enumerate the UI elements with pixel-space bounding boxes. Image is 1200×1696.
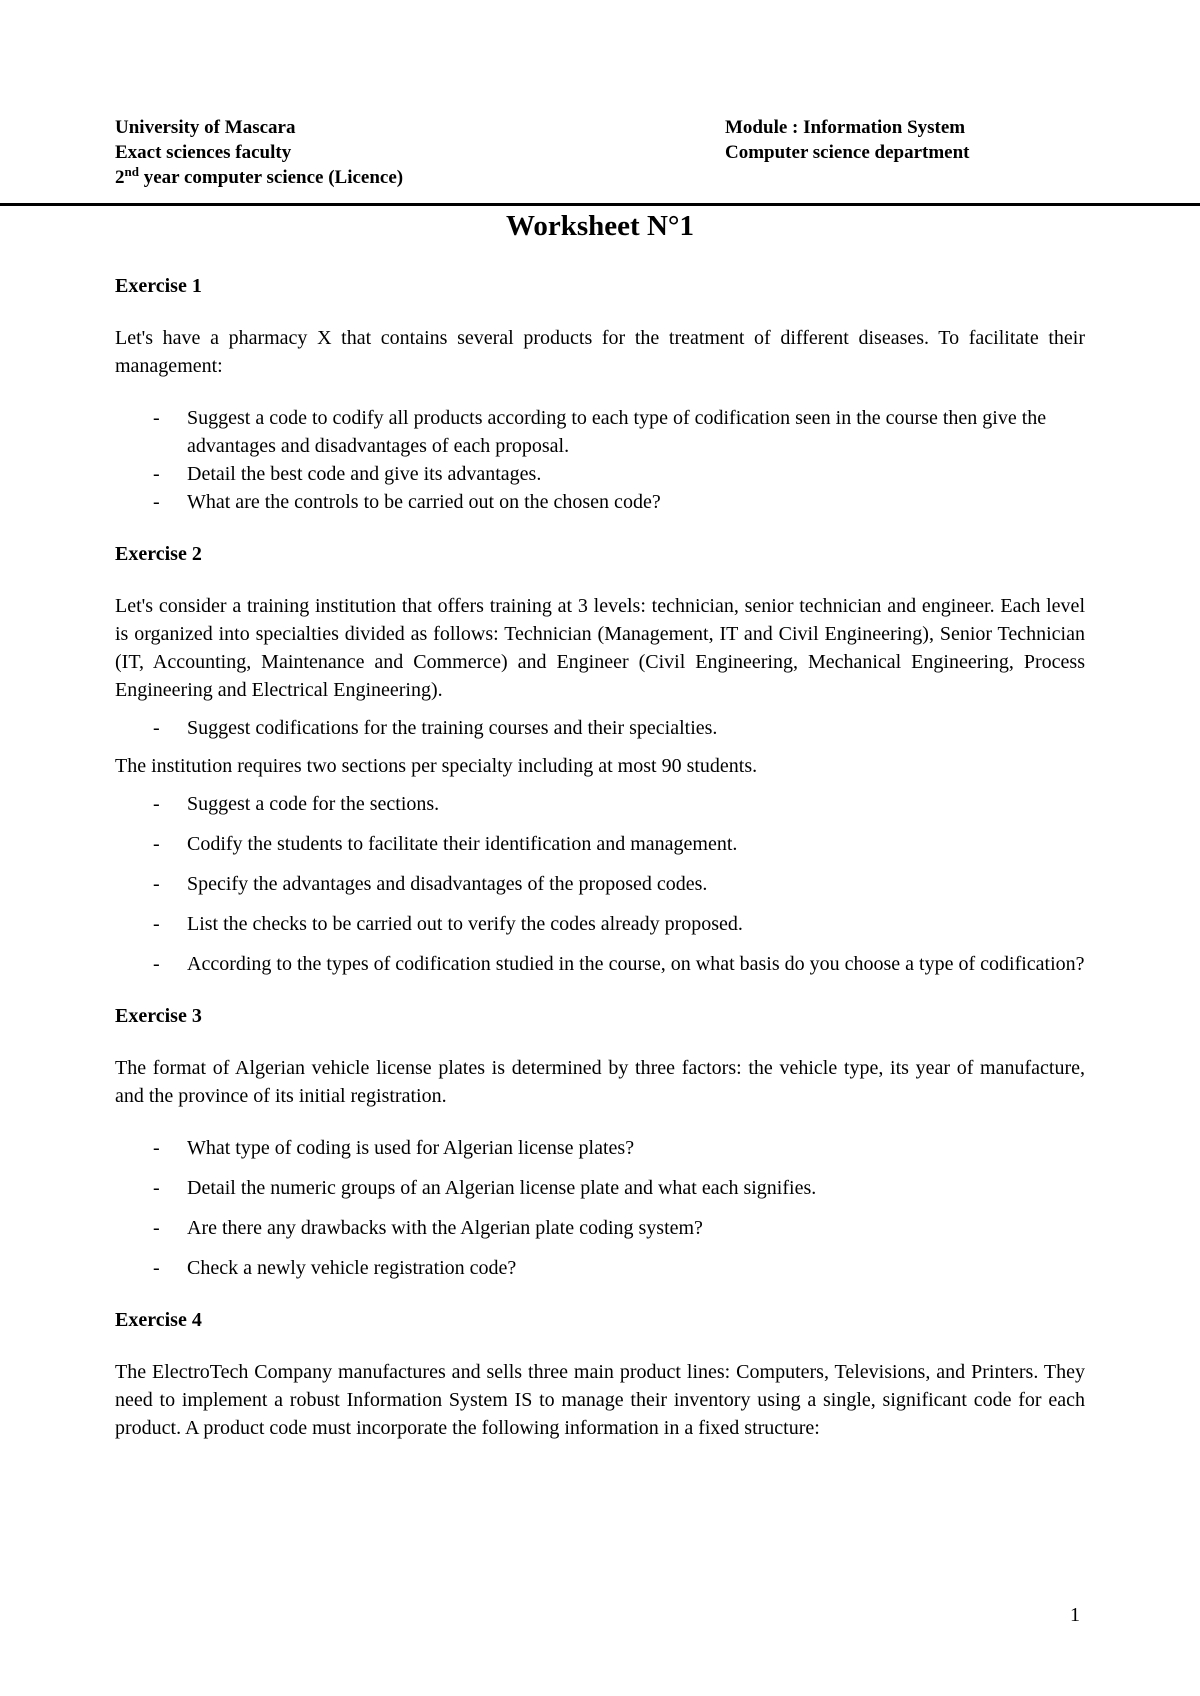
worksheet-title: Worksheet N°1 bbox=[505, 210, 694, 242]
study-year-text: year computer science (Licence) bbox=[138, 167, 404, 188]
dash-bullet: - bbox=[153, 407, 160, 429]
exercise-1 bbox=[115, 272, 1085, 516]
question-item bbox=[115, 950, 1085, 978]
question-text: Suggest codifications for the training courses and their specialties. bbox=[187, 717, 718, 739]
question-text: Suggest a code for the sections. bbox=[187, 793, 440, 815]
question-item bbox=[115, 460, 1085, 488]
question-text: According to the types of codification studied in the course, on what basis do you choose a type of codification? bbox=[187, 953, 1085, 975]
dash-bullet: - bbox=[153, 1177, 160, 1199]
question-item bbox=[115, 488, 1085, 516]
study-year-number: 2 bbox=[115, 167, 125, 188]
department-name: Computer science department bbox=[725, 142, 970, 163]
question-text: Detail the numeric groups of an Algerian license plate and what each signifies. bbox=[187, 1177, 817, 1199]
exercise-2 bbox=[115, 540, 1085, 978]
dash-bullet: - bbox=[153, 873, 160, 895]
dash-bullet: - bbox=[153, 913, 160, 935]
exercise-intro: Let's consider a training institution that offers training at 3 levels: technician, senior technician and engineer. Each level is organized into specialties divided as follows: Technician (Management, IT and Civil Engineering), Senior Technician (IT, Accounting, Maintenance and Commerce) and Engineer (Civil Engineering, Mechanical Engineering, Process Engineering and Electrical Engineering). bbox=[115, 595, 1085, 701]
dash-bullet: - bbox=[153, 1217, 160, 1239]
module-name: Module : Information System bbox=[725, 117, 966, 138]
worksheet-content bbox=[115, 272, 1085, 1442]
question-text: Check a newly vehicle registration code? bbox=[187, 1257, 517, 1279]
exercise-question-list bbox=[115, 790, 1085, 978]
exercise-4 bbox=[115, 1306, 1085, 1442]
exercise-question-list bbox=[115, 404, 1085, 516]
study-year-suffix: nd bbox=[124, 164, 139, 179]
study-year bbox=[115, 165, 675, 190]
exercise-3 bbox=[115, 1002, 1085, 1282]
exercise-heading: Exercise 4 bbox=[115, 1309, 202, 1331]
question-text: Codify the students to facilitate their identification and management. bbox=[187, 833, 738, 855]
header-module bbox=[725, 115, 1085, 165]
dash-bullet: - bbox=[153, 1257, 160, 1279]
question-item bbox=[115, 404, 1085, 460]
question-item bbox=[115, 870, 1085, 898]
question-item bbox=[115, 830, 1085, 858]
dash-bullet: - bbox=[153, 953, 160, 975]
question-text: Are there any drawbacks with the Algerian plate coding system? bbox=[187, 1217, 703, 1239]
exercise-intro: Let's have a pharmacy X that contains several products for the treatment of different diseases. To facilitate their management: bbox=[115, 327, 1085, 377]
question-item bbox=[115, 1174, 1085, 1202]
faculty-name: Exact sciences faculty bbox=[115, 142, 292, 163]
exercise-question-list bbox=[115, 1134, 1085, 1282]
question-item bbox=[115, 1254, 1085, 1282]
exercise-question-list bbox=[115, 714, 1085, 742]
question-text: Suggest a code to codify all products according to each type of codification seen in the course then give the advantages and disadvantages of each proposal. bbox=[187, 407, 1047, 457]
exercise-middle-text: The institution requires two sections per specialty including at most 90 students. bbox=[115, 755, 758, 777]
exercise-intro: The format of Algerian vehicle license plates is determined by three factors: the vehicle type, its year of manufacture, and the province of its initial registration. bbox=[115, 1057, 1085, 1107]
question-item bbox=[115, 1134, 1085, 1162]
dash-bullet: - bbox=[153, 1137, 160, 1159]
university-name: University of Mascara bbox=[115, 117, 296, 138]
dash-bullet: - bbox=[153, 491, 160, 513]
exercise-heading: Exercise 2 bbox=[115, 543, 202, 565]
dash-bullet: - bbox=[153, 717, 160, 739]
exercise-heading: Exercise 1 bbox=[115, 275, 202, 297]
page-number: 1 bbox=[1070, 1604, 1080, 1626]
question-item bbox=[115, 714, 1085, 742]
question-item bbox=[115, 790, 1085, 818]
exercise-intro: The ElectroTech Company manufactures and sells three main product lines: Computers, Televisions, and Printers. They need to implement a robust Information System IS to manage their inventory using a single, significant code for each product. A product code must incorporate the following information in a fixed structure: bbox=[115, 1361, 1085, 1439]
question-text: What are the controls to be carried out on the chosen code? bbox=[187, 491, 661, 513]
dash-bullet: - bbox=[153, 833, 160, 855]
question-text: Specify the advantages and disadvantages of the proposed codes. bbox=[187, 873, 708, 895]
exercise-heading: Exercise 3 bbox=[115, 1005, 202, 1027]
header-institution bbox=[115, 115, 675, 190]
dash-bullet: - bbox=[153, 463, 160, 485]
question-item bbox=[115, 1214, 1085, 1242]
question-item bbox=[115, 910, 1085, 938]
question-text: What type of coding is used for Algerian license plates? bbox=[187, 1137, 635, 1159]
question-text: List the checks to be carried out to verify the codes already proposed. bbox=[187, 913, 743, 935]
question-text: Detail the best code and give its advantages. bbox=[187, 463, 542, 485]
dash-bullet: - bbox=[153, 793, 160, 815]
